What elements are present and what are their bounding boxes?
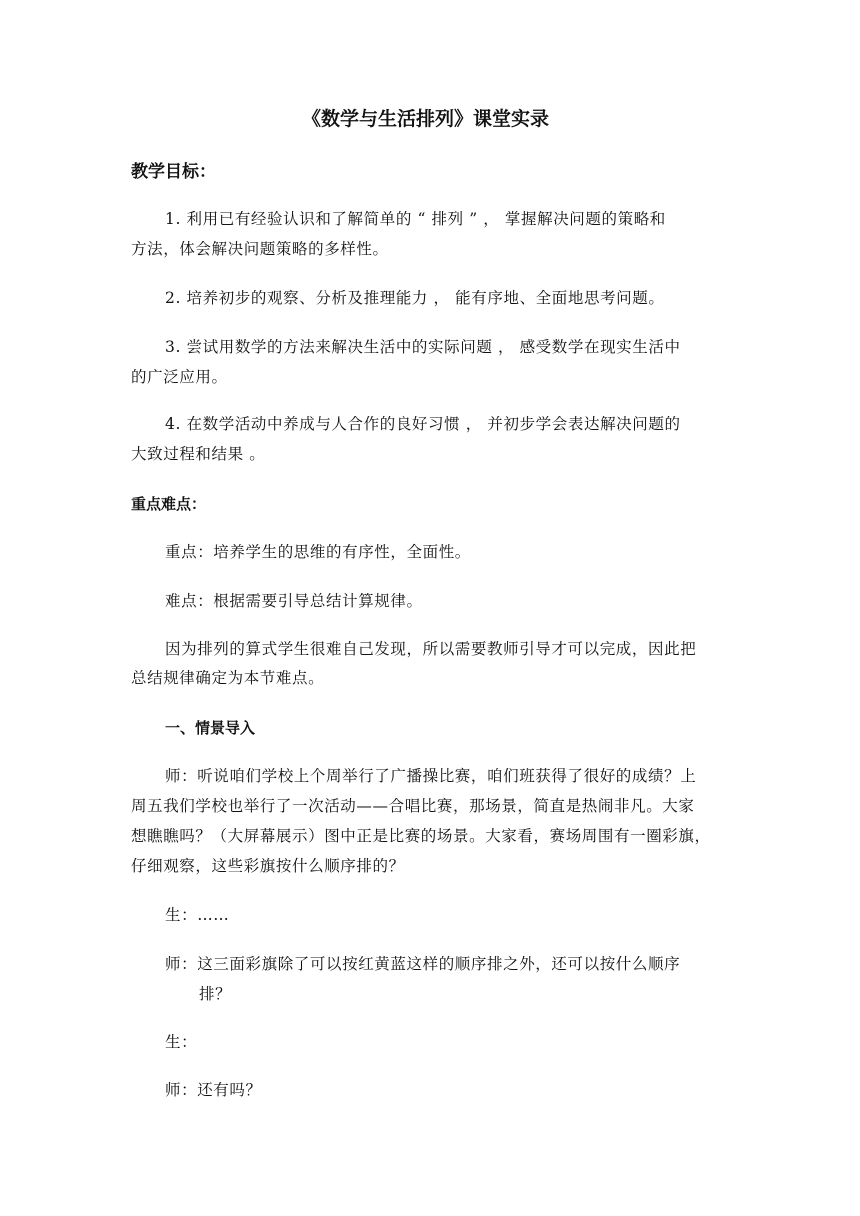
section-1-heading: 一、情景导入 [165,719,256,737]
objective-1-line-2: 方法，体会解决问题策略的多样性。 [131,240,389,258]
objectives-heading: 教学目标： [131,162,216,182]
key-points-heading: 重点难点： [131,495,207,513]
dialogue-1-line-4: 仔细观察，这些彩旗按什么顺序排的？ [131,857,405,875]
dialogue-3-line-2: 排？ [199,985,232,1003]
focus-text: 重点：培养学生的思维的有序性，全面性。 [165,543,471,561]
objective-3-line-1: 3. 尝试用数学的方法来解决生活中的实际问题 ， 感受数学在现实生活中 [165,338,681,356]
dialogue-1-line-1: 师：听说咱们学校上个周举行了广播操比赛，咱们班获得了很好的成绩？上 [165,767,697,785]
reason-line-2: 总结规律确定为本节难点。 [131,669,325,687]
objective-3-line-2: 的广泛应用。 [131,368,228,386]
document-title: 《数学与生活排列》课堂实录 [302,108,550,130]
objective-1-line-1: 1. 利用已有经验认识和了解简单的 “ 排列 ” ， 掌握解决问题的策略和 [165,210,666,228]
objective-4-line-2: 大致过程和结果 。 [131,445,266,463]
dialogue-5-line-1: 师：还有吗？ [165,1081,262,1099]
difficulty-text: 难点：根据需要引导总结计算规律。 [165,592,423,610]
dialogue-1-line-3: 想瞧瞧吗？（大屏幕展示）图中正是比赛的场景。大家看，赛场周围有一圈彩旗， [131,827,711,845]
objective-4-line-1: 4. 在数学活动中养成与人合作的良好习惯 ， 并初步学会表达解决问题的 [165,415,681,433]
dialogue-2-line-1: 生：…… [165,906,230,924]
objective-2-line-1: 2. 培养初步的观察、分析及推理能力 ， 能有序地、全面地思考问题。 [165,289,665,307]
dialogue-3-line-1: 师：这三面彩旗除了可以按红黄蓝这样的顺序排之外，还可以按什么顺序 [165,955,681,973]
reason-line-1: 因为排列的算式学生很难自己发现，所以需要教师引导才可以完成，因此把 [165,640,697,658]
dialogue-1-line-2: 周五我们学校也举行了一次活动——合唱比赛，那场景，简直是热闹非凡。大家 [131,797,695,815]
dialogue-4-line-1: 生： [165,1033,198,1051]
